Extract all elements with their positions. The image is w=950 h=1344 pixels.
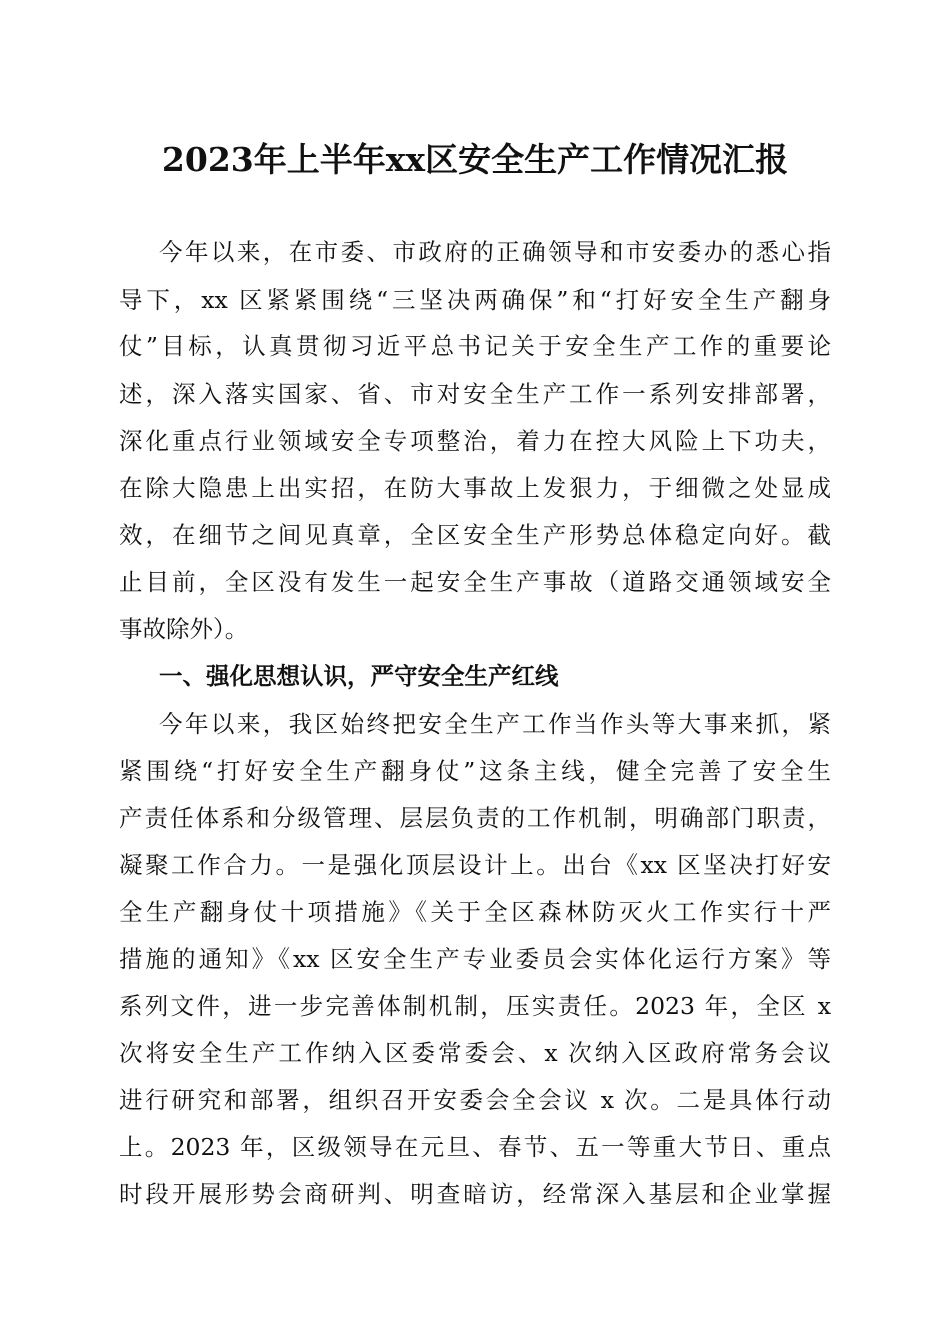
document-title: 2023年上半年xx区安全生产工作情况汇报 (161, 140, 789, 179)
paragraph-2-line: 上。2023 年，区级领导在元旦、春节、五一等重大节日、重点 (119, 1133, 831, 1161)
paragraph-1-line: 止目前，全区没有发生一起安全生产事故（道路交通领域安全 (119, 568, 831, 596)
paragraph-2-line: 系列文件，进一步完善体制机制，压实责任。2023 年，全区 x (119, 992, 831, 1020)
paragraph-2-line: 凝聚工作合力。一是强化顶层设计上。出台《xx 区坚决打好安 (119, 851, 831, 879)
paragraph-1-line: 今年以来，在市委、市政府的正确领导和市安委办的悉心指 (159, 238, 831, 266)
paragraph-2-line: 次将安全生产工作纳入区委常委会、x 次纳入区政府常务会议 (119, 1039, 831, 1067)
paragraph-2-line: 时段开展形势会商研判、明查暗访，经常深入基层和企业掌握 (119, 1180, 831, 1208)
paragraph-2-line: 进行研究和部署，组织召开安委会全会议 x 次。二是具体行动 (119, 1086, 831, 1114)
paragraph-1-line: 导下，xx 区紧紧围绕“三坚决两确保”和“打好安全生产翻身 (119, 286, 831, 314)
paragraph-2-line: 紧围绕“打好安全生产翻身仗”这条主线，健全完善了安全生 (119, 757, 831, 785)
paragraph-1-line: 事故除外）。 (119, 615, 249, 643)
paragraph-2-line: 产责任体系和分级管理、层层负责的工作机制，明确部门职责， (119, 804, 831, 832)
paragraph-1-line: 述，深入落实国家、省、市对安全生产工作一系列安排部署， (119, 380, 831, 408)
paragraph-1-line: 深化重点行业领域安全专项整治，着力在控大风险上下功夫， (119, 427, 831, 455)
paragraph-2-line: 全生产翻身仗十项措施》《关于全区森林防灭火工作实行十严 (119, 898, 831, 926)
paragraph-2-line: 今年以来，我区始终把安全生产工作当作头等大事来抓，紧 (159, 710, 831, 738)
paragraph-2-line: 措施的通知》《xx 区安全生产专业委员会实体化运行方案》等 (119, 945, 831, 973)
paragraph-1-line: 效，在细节之间见真章，全区安全生产形势总体稳定向好。截 (119, 521, 831, 549)
paragraph-1-line: 在除大隐患上出实招，在防大事故上发狠力，于细微之处显成 (119, 474, 831, 502)
section-heading: 一、强化思想认识，严守安全生产红线 (159, 662, 559, 690)
paragraph-1-line: 仗”目标，认真贯彻习近平总书记关于安全生产工作的重要论 (119, 332, 831, 360)
